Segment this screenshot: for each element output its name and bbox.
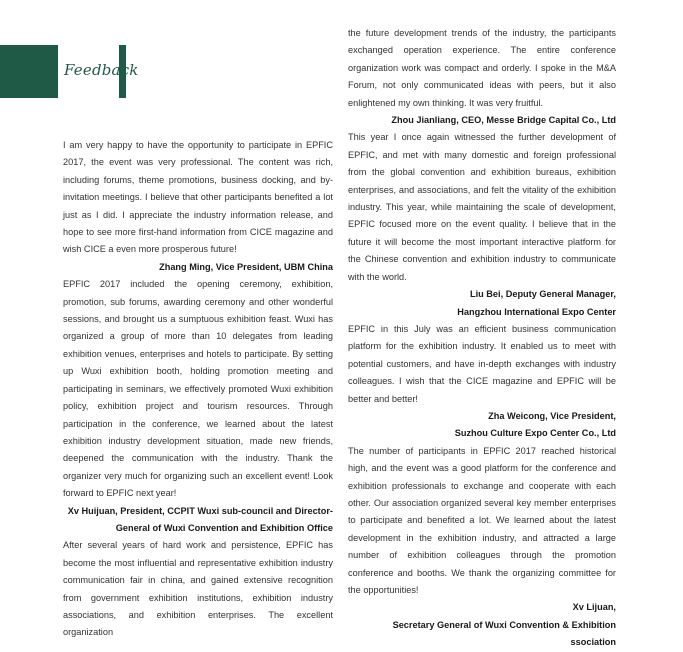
- testimonial-paragraph: This year I once again witnessed the further development of EPFIC, and met with many domestic and foreign professional from the global convention and exhibition bureaus, exhibition enterprises, and associations, and felt the vitality of the exhibition industry. This year, while maintaining the scale of development, EPFIC focused more on the event quality. I believe that in the future it will become the most important interactive platform for the Chinese convention and exhibition industry to communicate with the world.: [348, 132, 616, 282]
- left-column: [63, 137, 333, 642]
- testimonial-signature: Zhou Jianliang, CEO, Messe Bridge Capital Co., Ltd: [391, 115, 616, 126]
- testimonial-paragraph: After several years of hard work and persistence, EPFIC has become the most influential and representative exhibition industry communication fair in china, and gained extensive recognition from government exhibition institutions, exhibition industry associations, and exhibition enterprises. The excellent organization: [63, 540, 333, 638]
- testimonial-signature: Secretary General of Wuxi Convention & Exhibition ssociation: [392, 619, 616, 648]
- testimonial-paragraph: The number of participants in EPFIC 2017 reached historical high, and the event was a good platform for the conference and exhibition professionals to exchange and cooperate with each other. Our association organized several key member enterprises to participate and benefited a lot. We learned about the latest development in the exhibition industry, and attracted a large number of exhibition colleagues through the promotion conference and booths. We thank the organizing committee for the opportunities!: [348, 445, 616, 595]
- testimonial-signature: General of Wuxi Convention and Exhibition Office: [115, 522, 333, 533]
- testimonial-paragraph: EPFIC in this July was an efficient business communication platform for the exhibition industry. It enabled us to meet with potential customers, and have in-depth exchanges with industry colleagues. I wish that the CICE magazine and EPFIC will be better and better!: [348, 323, 616, 404]
- testimonial-signature: Xv Lijuan,: [572, 602, 616, 613]
- testimonial-signature: Hangzhou International Expo Center: [457, 306, 616, 317]
- testimonial-signature: Zha Weicong, Vice President,: [488, 410, 616, 421]
- testimonial-signature: Suzhou Culture Expo Center Co., Ltd: [454, 428, 616, 439]
- testimonial-signature: Xv Huijuan, President, CCPIT Wuxi sub-council and Director-: [67, 505, 333, 516]
- right-column: [348, 25, 616, 652]
- header-accent-block: [0, 45, 58, 98]
- section-title: Feedback: [64, 61, 139, 79]
- testimonial-paragraph: I am very happy to have the opportunity to participate in EPFIC 2017, the event was very professional. The content was rich, including forums, theme promotions, business docking, and by-invitation meetings. I believe that other participants benefited a lot just as I did. I appreciate the industry information release, and hope to see more first-hand information from CICE magazine and wish CICE a even more prosperous future!: [63, 140, 333, 255]
- testimonial-paragraph: the future development trends of the industry, the participants exchanged operation experience. The entire conference organization work was compact and orderly. I spoke in the M&A Forum, not only communicated ideas with peers, but it also enlightened my own thinking. It was very fruitful.: [348, 28, 616, 108]
- testimonial-paragraph: EPFIC 2017 included the opening ceremony, exhibition, promotion, sub forums, awarding ceremony and other wonderful sessions, and brought us a sumptuous exhibition feast. Wuxi has organized a group of more than 10 delegates from leading exhibition venues, enterprises and hotels to participate. By setting up Wuxi exhibition booth, holding promotion meeting and participating in seminars, we effectively promoted Wuxi exhibition policy, exhibition project and tourism resources. Through participation in the conference, we learned about the latest exhibition industry development situation, made new friends, deepened the communication with the industry. Thank the organizer very much for organizing such an excellent event! Look forward to EPFIC next year!: [63, 279, 333, 499]
- testimonial-signature: Zhang Ming, Vice President, UBM China: [159, 261, 333, 272]
- testimonial-signature: Liu Bei, Deputy General Manager,: [469, 289, 616, 300]
